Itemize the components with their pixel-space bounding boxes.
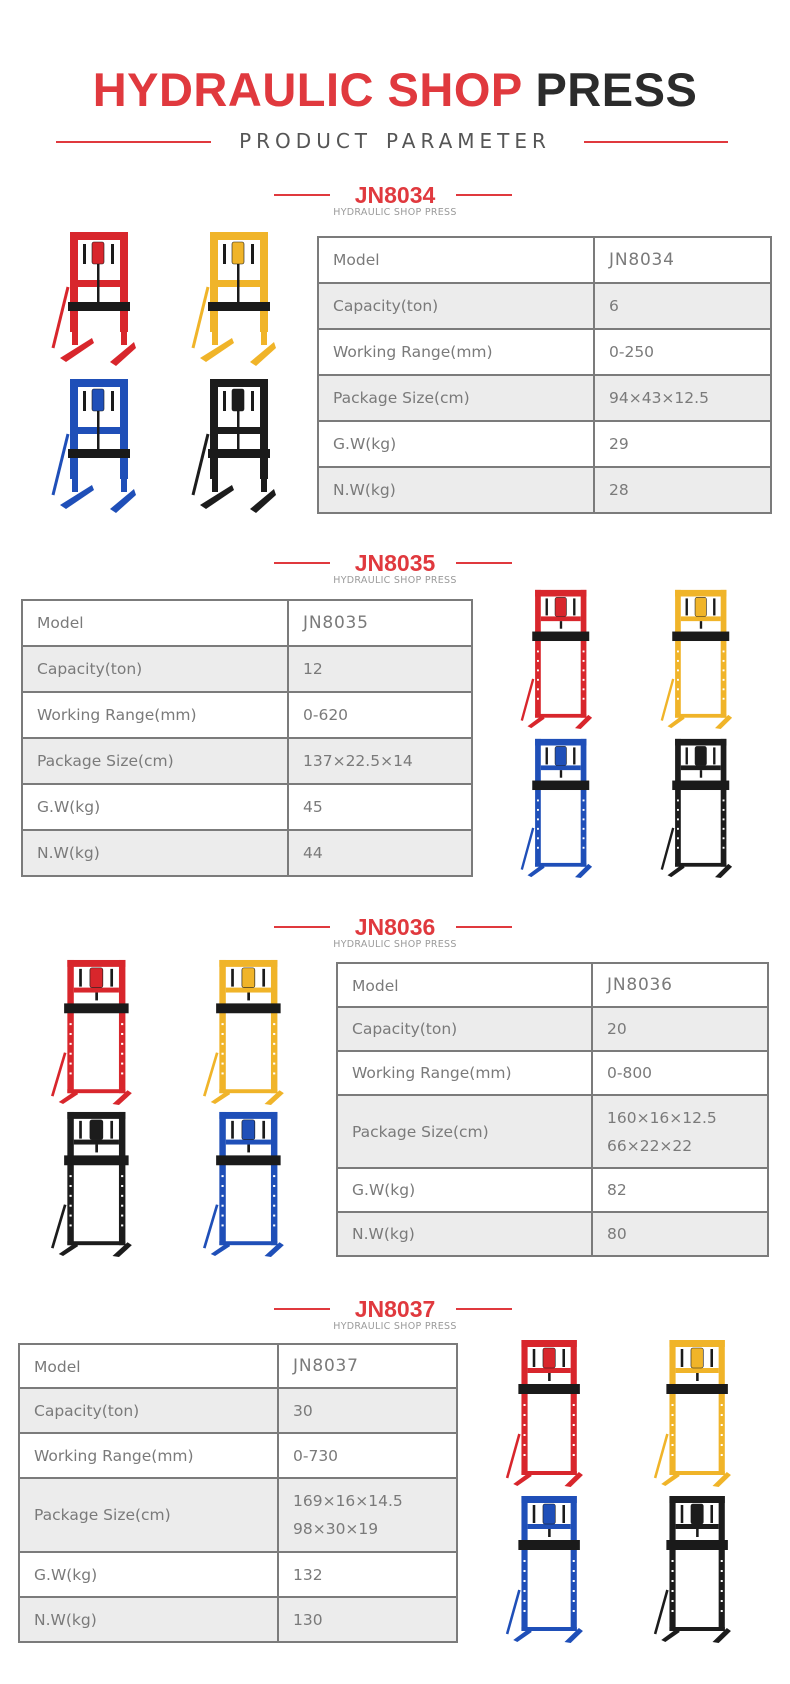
cell-label: Capacity(ton) [19,1388,278,1433]
package-size-line-2: 98×30×19 [293,1520,379,1538]
package-size-line-1: 160×16×12.5 [607,1108,717,1127]
press-image-red [48,230,138,368]
press-image-yellow [658,588,734,730]
press-image-blue [200,1110,286,1258]
cell-value: 20 [592,1007,768,1051]
cell-value: 82 [592,1168,768,1212]
cell-value: 12 [288,646,472,692]
cell-value: 30 [278,1388,457,1433]
hydraulic-press-icon [651,1494,733,1644]
cell-value: 29 [594,421,771,467]
table-row-model [19,1344,457,1388]
table-row-net-weight [19,1597,457,1642]
cell-value: 28 [594,467,771,513]
cell-label: Model [318,237,594,283]
table-row-capacity [19,1388,457,1433]
cell-value: 132 [278,1552,457,1597]
table-row-package-size [337,1095,768,1168]
cell-label: Capacity(ton) [22,646,288,692]
section-line-right [456,926,512,928]
subtitle-word-product: PRODUCT [239,129,373,153]
spec-table-jn8035 [21,599,473,877]
press-image-yellow [188,230,278,368]
cell-value: 130 [278,1597,457,1642]
hydraulic-press-icon [48,377,138,515]
section-subtitle: HYDRAULIC SHOP PRESS [333,939,457,950]
cell-value: 45 [288,784,472,830]
spec-table-jn8036 [336,962,769,1257]
cell-value: 94×43×12.5 [594,375,771,421]
section-header-jn8036 [0,913,790,963]
cell-value: 0-730 [278,1433,457,1478]
page-title-red: HYDRAULIC SHOP [92,63,522,116]
table-row-gross-weight [19,1552,457,1597]
table-row-net-weight [318,467,771,513]
press-image-yellow [651,1338,733,1488]
cell-label: Package Size(cm) [19,1478,278,1552]
section-line-right [456,194,512,196]
cell-value: 0-620 [288,692,472,738]
cell-label: Model [337,963,592,1007]
cell-label: G.W(kg) [19,1552,278,1597]
subtitle-word-parameter: PARAMETER [386,129,551,153]
table-row-net-weight [22,830,472,876]
press-image-blue [48,377,138,515]
table-row-model [337,963,768,1007]
press-image-black [48,1110,134,1258]
cell-label: Model [19,1344,278,1388]
cell-label: Package Size(cm) [318,375,594,421]
cell-label: Capacity(ton) [318,283,594,329]
table-row-gross-weight [22,784,472,830]
table-row-working-range [337,1051,768,1095]
spec-table-jn8037 [18,1343,458,1643]
cell-label: G.W(kg) [22,784,288,830]
cell-value: 6 [594,283,771,329]
page-title [0,62,790,118]
cell-value: JN8036 [592,963,768,1007]
spec-table-jn8034 [317,236,772,514]
cell-label: Model [22,600,288,646]
cell-label: Working Range(mm) [22,692,288,738]
hydraulic-press-icon [48,230,138,368]
cell-label: Working Range(mm) [318,329,594,375]
section-model-title: JN8035 [354,550,436,576]
cell-label: G.W(kg) [337,1168,592,1212]
table-row-package-size [22,738,472,784]
hydraulic-press-icon [188,230,278,368]
table-row-capacity [22,646,472,692]
hydraulic-press-icon [658,588,734,730]
cell-value [592,1095,768,1168]
cell-value: JN8034 [594,237,771,283]
section-model-title: JN8036 [354,914,436,940]
section-subtitle: HYDRAULIC SHOP PRESS [333,207,457,218]
hydraulic-press-icon [503,1338,585,1488]
press-image-black [651,1494,733,1644]
press-image-black [658,737,734,879]
hydraulic-press-icon [48,1110,134,1258]
cell-label: N.W(kg) [337,1212,592,1256]
table-row-model [22,600,472,646]
section-header-jn8034 [0,181,790,231]
cell-value: 137×22.5×14 [288,738,472,784]
cell-label: Package Size(cm) [337,1095,592,1168]
cell-value: 0-800 [592,1051,768,1095]
section-line-right [456,1308,512,1310]
cell-value: 44 [288,830,472,876]
hydraulic-press-icon [188,377,278,515]
header-divider-right [584,141,728,143]
cell-value: 80 [592,1212,768,1256]
cell-value: JN8035 [288,600,472,646]
hydraulic-press-icon [200,1110,286,1258]
section-model-title: JN8037 [354,1296,436,1322]
hydraulic-press-icon [48,958,134,1106]
press-image-red [48,958,134,1106]
press-image-red [503,1338,585,1488]
package-size-line-1: 169×16×14.5 [293,1492,403,1510]
section-model-title: JN8034 [354,182,436,208]
cell-label: Working Range(mm) [337,1051,592,1095]
cell-value [278,1478,457,1552]
table-row-working-range [318,329,771,375]
table-row-gross-weight [318,421,771,467]
press-image-red [518,588,594,730]
table-row-capacity [318,283,771,329]
press-image-black [188,377,278,515]
press-image-blue [503,1494,585,1644]
page-title-dark: PRESS [535,63,698,116]
table-row-working-range [19,1433,457,1478]
cell-label: G.W(kg) [318,421,594,467]
table-row-working-range [22,692,472,738]
table-row-net-weight [337,1212,768,1256]
hydraulic-press-icon [518,588,594,730]
cell-label: Package Size(cm) [22,738,288,784]
hydraulic-press-icon [651,1338,733,1488]
table-row-gross-weight [337,1168,768,1212]
press-image-yellow [200,958,286,1106]
package-size-line-2: 66×22×22 [607,1136,693,1155]
cell-value: 0-250 [594,329,771,375]
press-image-blue [518,737,594,879]
cell-value: JN8037 [278,1344,457,1388]
cell-label: N.W(kg) [22,830,288,876]
hydraulic-press-icon [200,958,286,1106]
cell-label: N.W(kg) [318,467,594,513]
table-row-package-size [318,375,771,421]
cell-label: Working Range(mm) [19,1433,278,1478]
hydraulic-press-icon [503,1494,585,1644]
table-row-capacity [337,1007,768,1051]
cell-label: Capacity(ton) [337,1007,592,1051]
hydraulic-press-icon [658,737,734,879]
section-subtitle: HYDRAULIC SHOP PRESS [333,575,457,586]
hydraulic-press-icon [518,737,594,879]
table-row-model [318,237,771,283]
table-row-package-size [19,1478,457,1552]
section-line-right [456,562,512,564]
cell-label: N.W(kg) [19,1597,278,1642]
section-subtitle: HYDRAULIC SHOP PRESS [333,1321,457,1332]
